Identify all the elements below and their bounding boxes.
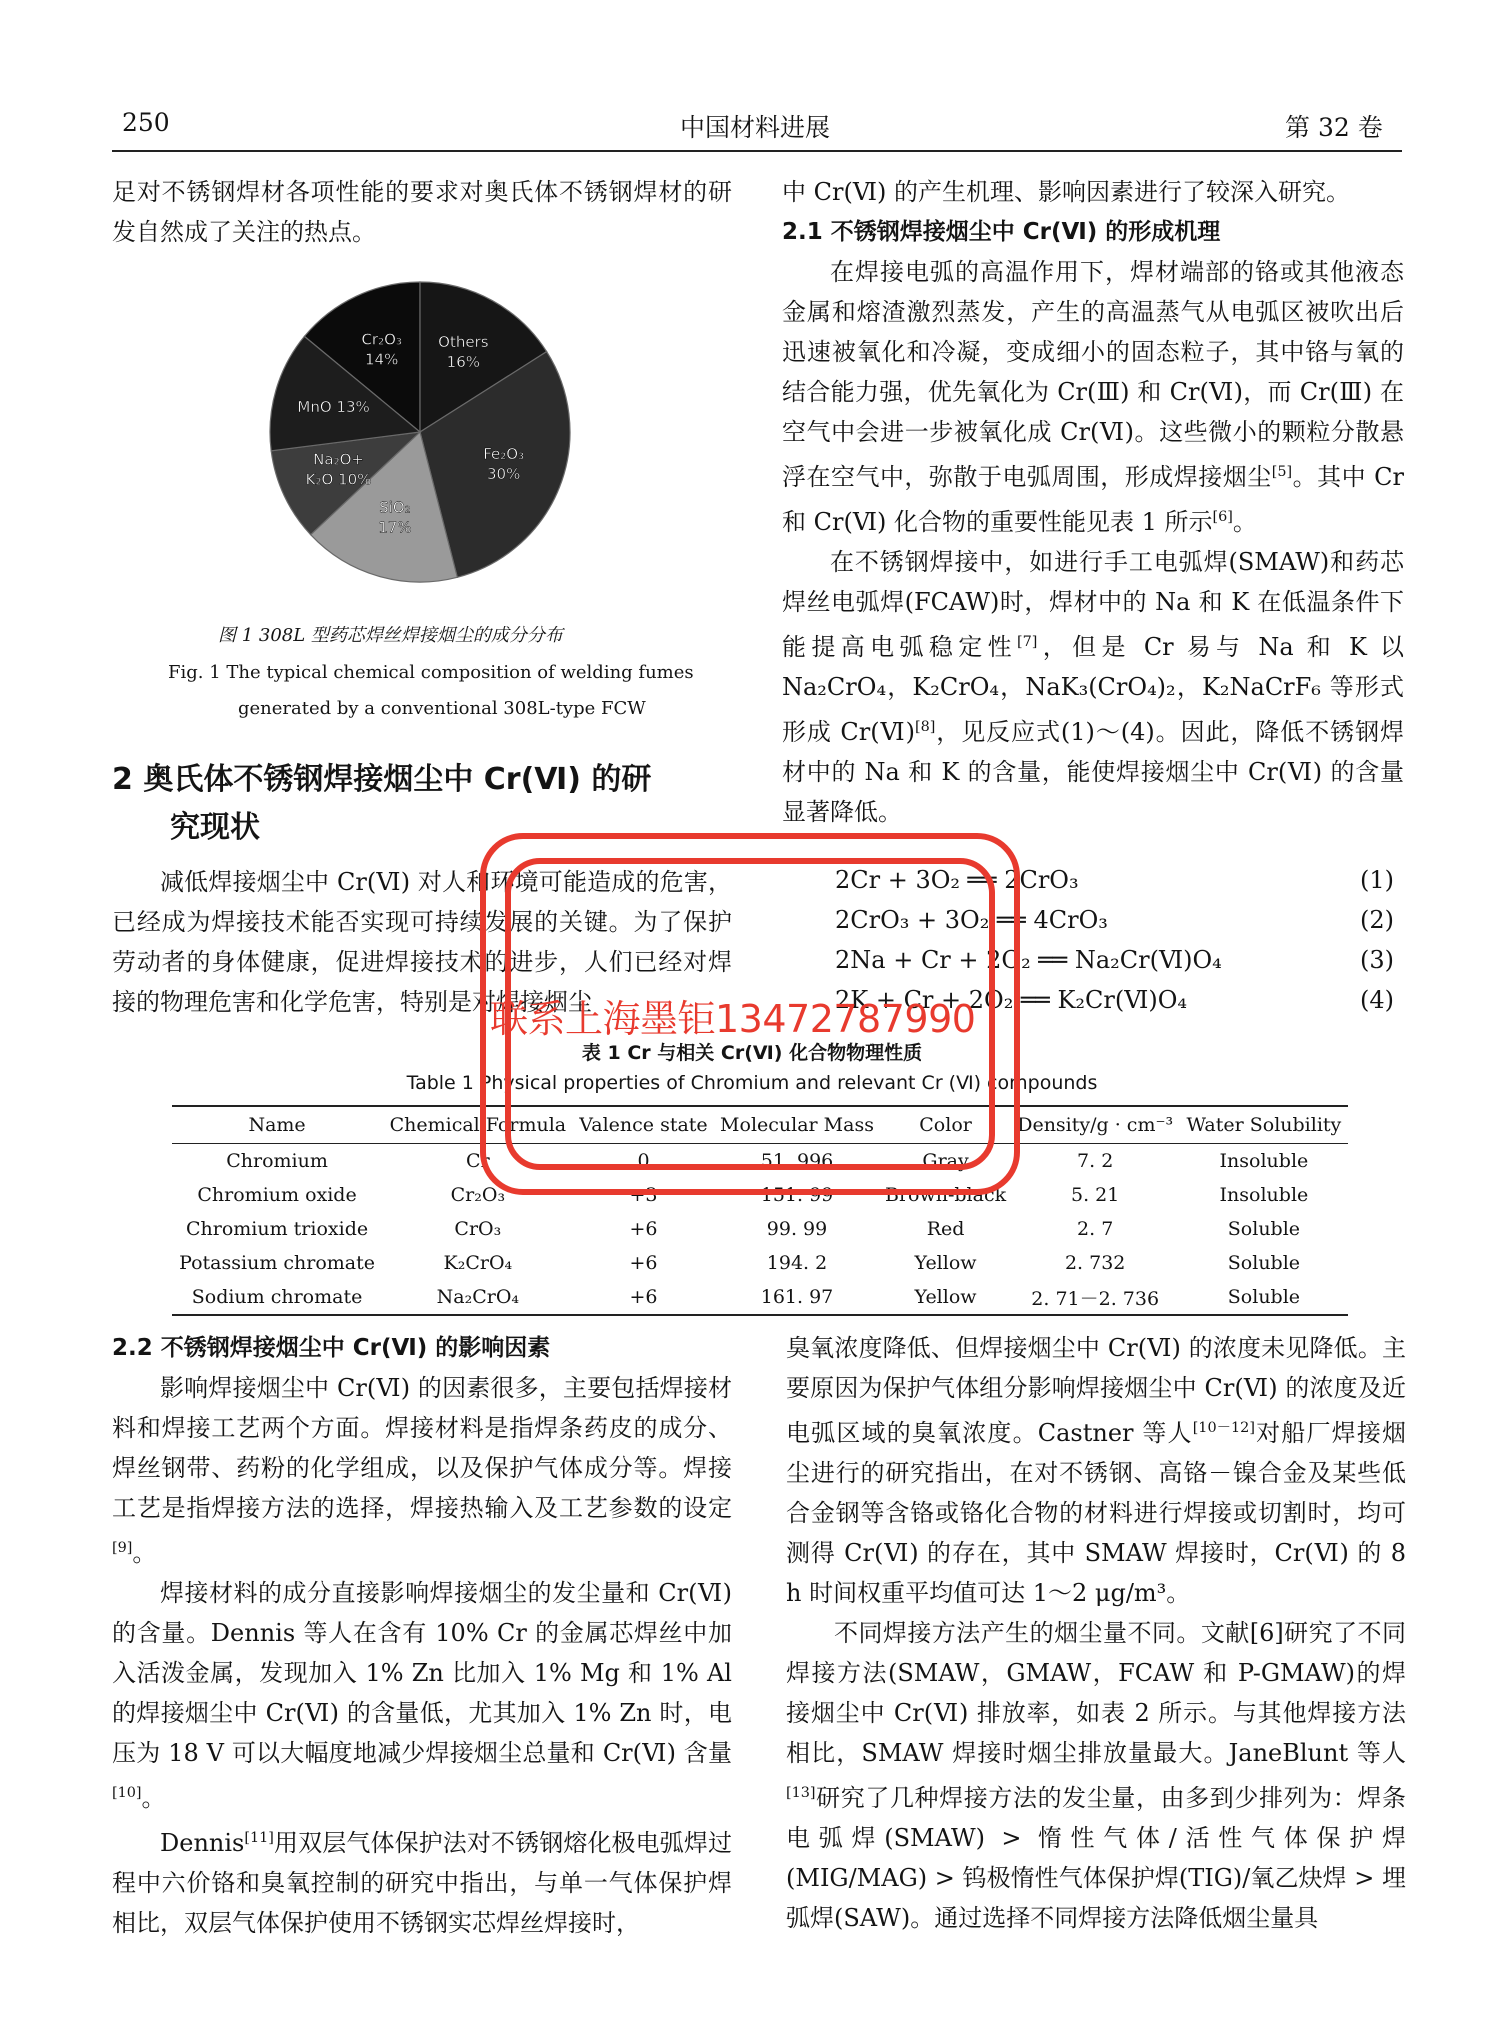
pie-slice-label: MnO 13%: [297, 397, 370, 416]
section22-para3: Dennis[11]用双层气体保护法对不锈钢熔化极电弧焊过程中六价铬和臭氧控制的研究中指出，与单一气体保护焊相比，双层气体保护使用不锈钢实芯焊丝焊接时，: [112, 1829, 732, 1937]
table-cell: Chromium: [226, 1150, 328, 1172]
left-bottom-column: [112, 1328, 732, 1943]
table-cell: Soluble: [1227, 1252, 1301, 1274]
table1: [172, 1105, 1348, 1316]
equation-2-number: (2): [1360, 906, 1394, 934]
table-cell: Sodium chromate: [172, 1280, 382, 1315]
section21-para2: 在不锈钢焊接中，如进行手工电弧焊(SMAW)和药芯焊丝电弧焊(FCAW)时，焊材中的 Na 和 K 在低温条件下能提高电弧稳定性[7]，但是 Cr 易与 Na 和 K 以 Na₂CrO₄，K₂CrO₄，NaK₃(CrO₄)₂，K₂NaCrF₆ 等形式形成 Cr(Ⅵ)[8]，见反应式(1)～(4)。因此，降低不锈钢焊材中的 Na 和 K 的含量，能使焊接烟尘中 Cr(Ⅵ) 的含量显著降低。: [782, 548, 1404, 826]
left-top-paragraph: 足对不锈钢焊材各项性能的要求对奥氏体不锈钢焊材的研发自然成了关注的热点。: [112, 178, 732, 246]
table-cell: 2. 7: [1077, 1218, 1114, 1240]
table-cell: 99. 99: [766, 1218, 828, 1240]
table-cell: Insoluble: [1219, 1150, 1309, 1172]
table-cell: CrO₃: [454, 1218, 502, 1240]
table-row: [172, 1178, 1348, 1212]
figure1-caption-en-1: Fig. 1 The typical chemical composition of welding fumes: [168, 662, 694, 683]
table-header: Name: [172, 1106, 382, 1144]
pie-slice-value: 17%: [378, 518, 412, 537]
pie-slice-label: Fe₂O₃: [483, 445, 525, 464]
table-cell: +6: [629, 1218, 658, 1240]
table-cell: 2. 732: [1064, 1252, 1126, 1274]
table-cell: Gray: [922, 1150, 969, 1172]
table-header-row: [172, 1106, 1348, 1144]
table-row: [172, 1280, 1348, 1315]
header-rule: [112, 150, 1402, 152]
stamp-text: 联系上海墨钜13472787990: [490, 997, 976, 1041]
pie-slice-value: 14%: [365, 350, 399, 369]
table-header: Molecular Mass: [713, 1106, 880, 1144]
equation-4-number: (4): [1360, 986, 1394, 1014]
pie-slice-value: 30%: [487, 465, 521, 484]
table-cell: Cr: [466, 1150, 490, 1172]
right-bottom-para2: 不同焊接方法产生的烟尘量不同。文献[6]研究了不同焊接方法(SMAW，GMAW，FCAW 和 P-GMAW)的焊接烟尘中 Cr(Ⅵ) 排放率，如表 2 所示。与其他焊接方法相比，SMAW 焊接时烟尘排放量最大。JaneBlunt 等人[13]研究了几种焊接方法的发尘量，由多到少排列为：焊条电弧焊(SMAW) > 惰性气体/活性气体保护焊(MIG/MAG) > 钨极惰性气体保护焊(TIG)/氧乙炔焊 > 埋弧焊(SAW)。通过选择不同焊接方法降低烟尘量具: [786, 1619, 1406, 1932]
table-cell: 5. 21: [1070, 1184, 1120, 1206]
table1-title-en: Table 1 Physical properties of Chromium and relevant Cr (Ⅵ) compounds: [406, 1072, 1098, 1094]
table-header: Water Solubility: [1180, 1106, 1348, 1144]
figure1-pie-chart: [250, 262, 590, 602]
table-cell: Insoluble: [1219, 1184, 1309, 1206]
table-cell: 194. 2: [766, 1252, 828, 1274]
table-cell: Yellow: [914, 1252, 977, 1274]
table1-title-cn: 表 1 Cr 与相关 Cr(Ⅵ) 化合物物理性质: [581, 1042, 923, 1064]
section22-title: 2.2 不锈钢焊接烟尘中 Cr(Ⅵ) 的影响因素: [112, 1335, 551, 1361]
right-bottom-column: [786, 1328, 1406, 1938]
equation-1-number: (1): [1360, 866, 1394, 894]
table-cell: +6: [629, 1252, 658, 1274]
pie-slice-label: Others: [438, 333, 489, 352]
section22-para2: 焊接材料的成分直接影响焊接烟尘的发尘量和 Cr(Ⅵ) 的含量。Dennis 等人在含有 10% Cr 的金属芯焊丝中加入活泼金属，发现加入 1% Zn 比加入 1% Mg 和 1% Al 的焊接烟尘中 Cr(Ⅵ) 的含量低，尤其加入 1% Zn 时，电压为 18 V 可以大幅度地减少焊接烟尘总量和 Cr(Ⅵ) 含量[10]。: [112, 1579, 732, 1812]
table-row: [172, 1144, 1348, 1179]
section21-title: 2.1 不锈钢焊接烟尘中 Cr(Ⅵ) 的形成机理: [782, 219, 1221, 245]
table-cell: 151. 99: [760, 1184, 834, 1206]
table-cell: Soluble: [1180, 1280, 1348, 1315]
table-cell: 7. 2: [1077, 1150, 1114, 1172]
table-cell: +3: [629, 1184, 658, 1206]
table-cell: Cr₂O₃: [450, 1184, 506, 1206]
table-header: Valence state: [574, 1106, 714, 1144]
right-bottom-para1: 臭氧浓度降低、但焊接烟尘中 Cr(Ⅵ) 的浓度未见降低。主要原因为保护气体组分影响焊接烟尘中 Cr(Ⅵ) 的浓度及近电弧区域的臭氧浓度。Castner 等人[10－12]对船厂焊接烟尘进行的研究指出，在对不锈钢、高铬－镍合金及某些低合金钢等含铬或铬化合物的材料进行焊接或切割时，均可测得 Cr(Ⅵ) 的存在，其中 SMAW 焊接时，Cr(Ⅵ) 的 8 h 时间权重平均值可达 1～2 μg/m³。: [786, 1334, 1406, 1607]
table-cell: 161. 97: [713, 1280, 880, 1315]
table-cell: Na₂CrO₄: [382, 1280, 573, 1315]
table-cell: Chromium oxide: [197, 1184, 357, 1206]
table-header: Chemical Formula: [382, 1106, 573, 1144]
table-cell: K₂CrO₄: [443, 1252, 513, 1274]
table-cell: 2. 71－2. 736: [1011, 1280, 1180, 1315]
table-row: [172, 1246, 1348, 1280]
table-header: Density/g · cm⁻³: [1011, 1106, 1180, 1144]
section22-para1: 影响焊接烟尘中 Cr(Ⅵ) 的因素很多，主要包括焊接材料和焊接工艺两个方面。焊接材料是指焊条药皮的成分、焊丝钢带、药粉的化学组成，以及保护气体成分等。焊接工艺是指焊接方法的选择，焊接热输入及工艺参数的设定[9]。: [112, 1374, 732, 1567]
equation-2: 2CrO₃ + 3O₂ ══ 4CrO₃: [835, 906, 1108, 934]
pie-slice-value: K₂O 10%: [305, 470, 372, 489]
table-cell: Potassium chromate: [179, 1252, 376, 1274]
pie-slice-label: Na₂O+: [313, 450, 364, 469]
page-number: 250: [122, 108, 170, 137]
section2-paragraph: 减低焊接烟尘中 Cr(Ⅵ) 对人和环境可能造成的危害，已经成为焊接技术能否实现可持续发展的关键。为了保护劳动者的身体健康，促进焊接技术的进步，人们已经对焊接的物理危害和化学危害，特别是对焊接烟尘: [112, 868, 732, 1016]
table-cell: Red: [926, 1218, 965, 1240]
equation-3: 2Na + Cr + 2O₂ ══ Na₂Cr(Ⅵ)O₄: [835, 946, 1222, 974]
pie-svg: [250, 262, 590, 602]
equation-4: 2K + Cr + 2O₂ ══ K₂Cr(Ⅵ)O₄: [835, 986, 1188, 1014]
equation-3-number: (3): [1360, 946, 1394, 974]
pie-slice-value: 16%: [446, 353, 481, 372]
volume-label: 第 32 卷: [1285, 113, 1383, 142]
pie-slice-label: Cr₂O₃: [361, 330, 402, 349]
table-cell: Brown-black: [884, 1184, 1007, 1206]
table-cell: Chromium trioxide: [185, 1218, 369, 1240]
figure1-caption-en-2: generated by a conventional 308L-type FCW: [238, 698, 646, 719]
section21-para1: 在焊接电弧的高温作用下，焊材端部的铬或其他液态金属和熔渣激烈蒸发，产生的高温蒸气从电弧区被吹出后迅速被氧化和冷凝，变成细小的固态粒子，其中铬与氧的结合能力强，优先氧化为 Cr(Ⅲ) 和 Cr(Ⅵ)，而 Cr(Ⅲ) 在空气中会进一步被氧化成 Cr(Ⅵ)。这些微小的颗粒分散悬浮在空气中，弥散于电弧周围，形成焊接烟尘[5]。其中 Cr 和 Cr(Ⅵ) 化合物的重要性能见表 1 所示[6]。: [782, 258, 1405, 536]
table-cell: 0: [637, 1150, 650, 1172]
table-cell: Soluble: [1227, 1218, 1301, 1240]
figure1-caption-cn: 图 1 308L 型药芯焊丝焊接烟尘的成分分布: [218, 625, 563, 646]
right-para0: 中 Cr(Ⅵ) 的产生机理、影响因素进行了较深入研究。: [782, 178, 1350, 206]
table-cell: +6: [574, 1280, 714, 1315]
equation-1: 2Cr + 3O₂ ══ 2CrO₃: [835, 866, 1079, 894]
right-top-column: [782, 172, 1404, 832]
pie-slice-label: SiO₂: [379, 498, 411, 517]
table-header: Color: [881, 1106, 1011, 1144]
section2-title-line1: 2 奥氏体不锈钢焊接烟尘中 Cr(Ⅵ) 的研: [112, 762, 652, 797]
table-row: [172, 1212, 1348, 1246]
table-cell: 51. 996: [760, 1150, 834, 1172]
section2-title-line2: 究现状: [170, 810, 260, 845]
table-cell: Yellow: [881, 1280, 1011, 1315]
journal-title: 中国材料进展: [680, 113, 831, 142]
